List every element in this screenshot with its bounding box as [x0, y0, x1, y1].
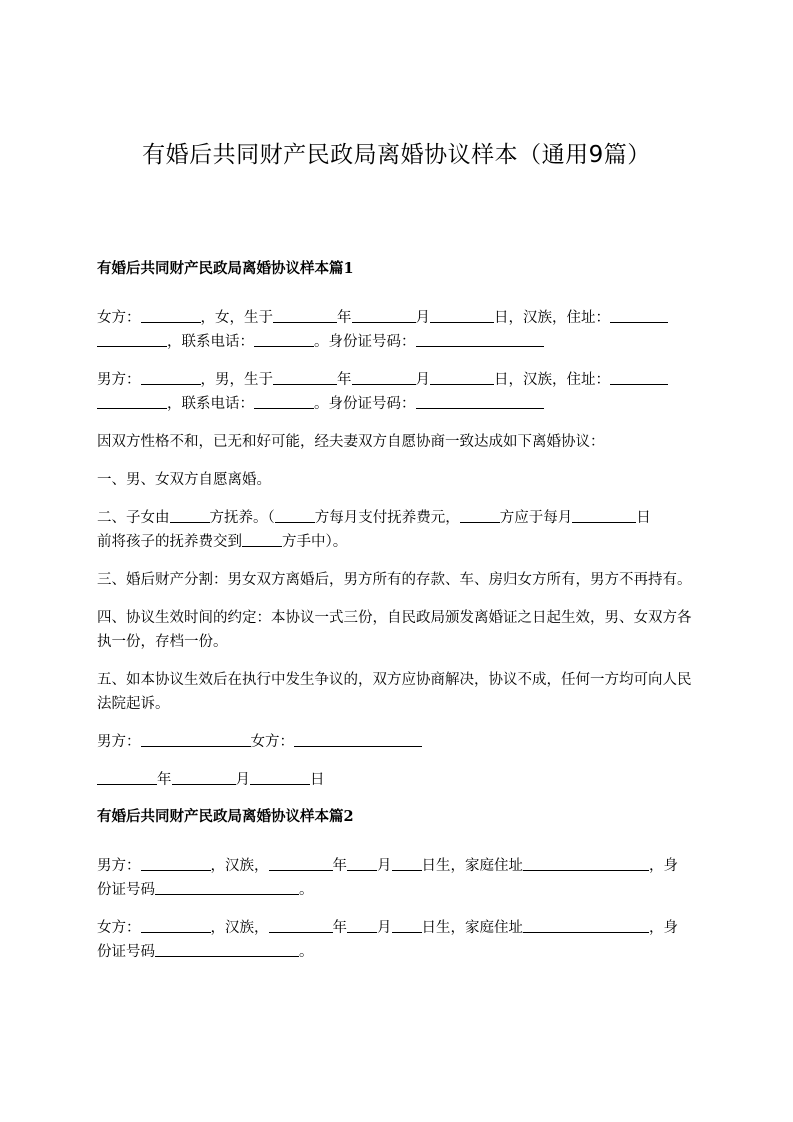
- text-segment: ，联系电话：: [167, 396, 254, 412]
- section1-heading: 有婚后共同财产民政局离婚协议样本篇1: [97, 260, 354, 277]
- text-segment: 。身份证号码：: [314, 396, 416, 412]
- text-segment: 男方：: [97, 734, 141, 750]
- blank-line: [294, 732, 422, 747]
- section1-signature: [97, 730, 697, 754]
- text-segment: 方抚养。（: [209, 510, 275, 526]
- blank-line: [97, 394, 167, 409]
- section1-male-info: [97, 368, 697, 416]
- text-segment: 日，汉族，住址：: [494, 310, 610, 326]
- text-segment: 月: [377, 920, 392, 936]
- blank-line: [273, 308, 337, 323]
- text-segment: 份证号码: [97, 944, 155, 960]
- blank-line: [275, 508, 315, 523]
- text-segment: 日生，家庭住址: [421, 920, 523, 936]
- blank-line: [610, 370, 668, 385]
- blank-line: [347, 856, 377, 871]
- text-segment: 男方：: [97, 858, 141, 874]
- text-segment: 二、子女由: [97, 510, 170, 526]
- blank-line: [155, 880, 299, 895]
- section2-male-info: [97, 854, 697, 902]
- text-segment: 份证号码: [97, 882, 155, 898]
- blank-line: [352, 370, 416, 385]
- text-segment: 前将孩子的抚养费交到: [97, 534, 242, 550]
- blank-line: [97, 770, 157, 785]
- text-segment: ，联系电话：: [167, 334, 254, 350]
- blank-line: [572, 508, 636, 523]
- section1-item3: 三、婚后财产分割：男女双方离婚后，男方所有的存款、车、房归女方所有，男方不再持有。: [97, 572, 692, 588]
- text-segment: ，身: [649, 858, 678, 874]
- blank-line: [430, 308, 494, 323]
- blank-line: [141, 308, 201, 323]
- text-segment: 日生，家庭住址: [421, 858, 523, 874]
- blank-line: [392, 918, 422, 933]
- text-segment: ，女，生于: [200, 310, 273, 326]
- section1-item4: 四、协议生效时间的约定：本协议一式三份，自民政局颁发离婚证之日起生效，男、女双方各执一份，存档一份。: [97, 610, 692, 650]
- text-segment: 年: [332, 858, 347, 874]
- blank-line: [250, 770, 310, 785]
- blank-line: [273, 370, 337, 385]
- text-segment: ，汉族，: [210, 858, 269, 874]
- text-segment: 月: [415, 372, 430, 388]
- section1-female-info: [97, 306, 697, 354]
- blank-line: [97, 332, 167, 347]
- blank-line: [170, 508, 210, 523]
- section1-date: [97, 768, 697, 792]
- text-segment: 年: [157, 772, 172, 788]
- blank-line: [430, 370, 494, 385]
- text-segment: ，男，生于: [200, 372, 273, 388]
- section2-heading: 有婚后共同财产民政局离婚协议样本篇2: [97, 808, 354, 825]
- text-segment: 女方：: [97, 920, 141, 936]
- text-segment: ，汉族，: [210, 920, 269, 936]
- text-segment: 女方：: [97, 310, 141, 326]
- blank-line: [416, 394, 544, 409]
- text-segment: 日: [636, 510, 651, 526]
- document-body: [97, 258, 697, 978]
- text-segment: ，身: [649, 920, 678, 936]
- text-segment: 年: [332, 920, 347, 936]
- blank-line: [610, 308, 668, 323]
- blank-line: [141, 918, 211, 933]
- blank-line: [347, 918, 377, 933]
- blank-line: [523, 856, 649, 871]
- section1-item5: 五、如本协议生效后在执行中发生争议的，双方应协商解决，协议不成，任何一方均可向人民法院起诉。: [97, 672, 692, 712]
- blank-line: [460, 508, 500, 523]
- text-segment: 。: [299, 944, 314, 960]
- text-segment: 女方：: [250, 734, 294, 750]
- text-segment: 月: [235, 772, 250, 788]
- blank-line: [141, 370, 201, 385]
- text-segment: 方应于每月: [499, 510, 573, 526]
- document-title: 有婚后共同财产民政局离婚协议样本（通用9篇）: [142, 142, 651, 168]
- blank-line: [352, 308, 416, 323]
- blank-line: [392, 856, 422, 871]
- text-segment: 日，汉族，住址：: [494, 372, 610, 388]
- section1-item1: 一、男、女双方自愿离婚。: [97, 472, 271, 488]
- text-segment: 月: [415, 310, 430, 326]
- text-segment: 年: [337, 310, 352, 326]
- section1-intro: 因双方性格不和，已无和好可能，经夫妻双方自愿协商一致达成如下离婚协议：: [97, 434, 605, 450]
- blank-line: [523, 918, 649, 933]
- text-segment: 方每月支付抚养费元，: [314, 510, 460, 526]
- text-segment: 。: [299, 882, 314, 898]
- text-segment: 男方：: [97, 372, 141, 388]
- blank-line: [269, 918, 333, 933]
- text-segment: 。身份证号码：: [314, 334, 416, 350]
- blank-line: [242, 532, 282, 547]
- text-segment: 日: [310, 772, 325, 788]
- text-segment: 方手中）。: [282, 534, 348, 550]
- blank-line: [155, 942, 299, 957]
- text-segment: 月: [377, 858, 392, 874]
- section1-item2: [97, 506, 697, 554]
- section2-female-info: [97, 916, 697, 964]
- blank-line: [269, 856, 333, 871]
- text-segment: 年: [337, 372, 352, 388]
- blank-line: [416, 332, 544, 347]
- blank-line: [172, 770, 236, 785]
- blank-line: [254, 394, 314, 409]
- blank-line: [254, 332, 314, 347]
- blank-line: [141, 856, 211, 871]
- blank-line: [141, 732, 251, 747]
